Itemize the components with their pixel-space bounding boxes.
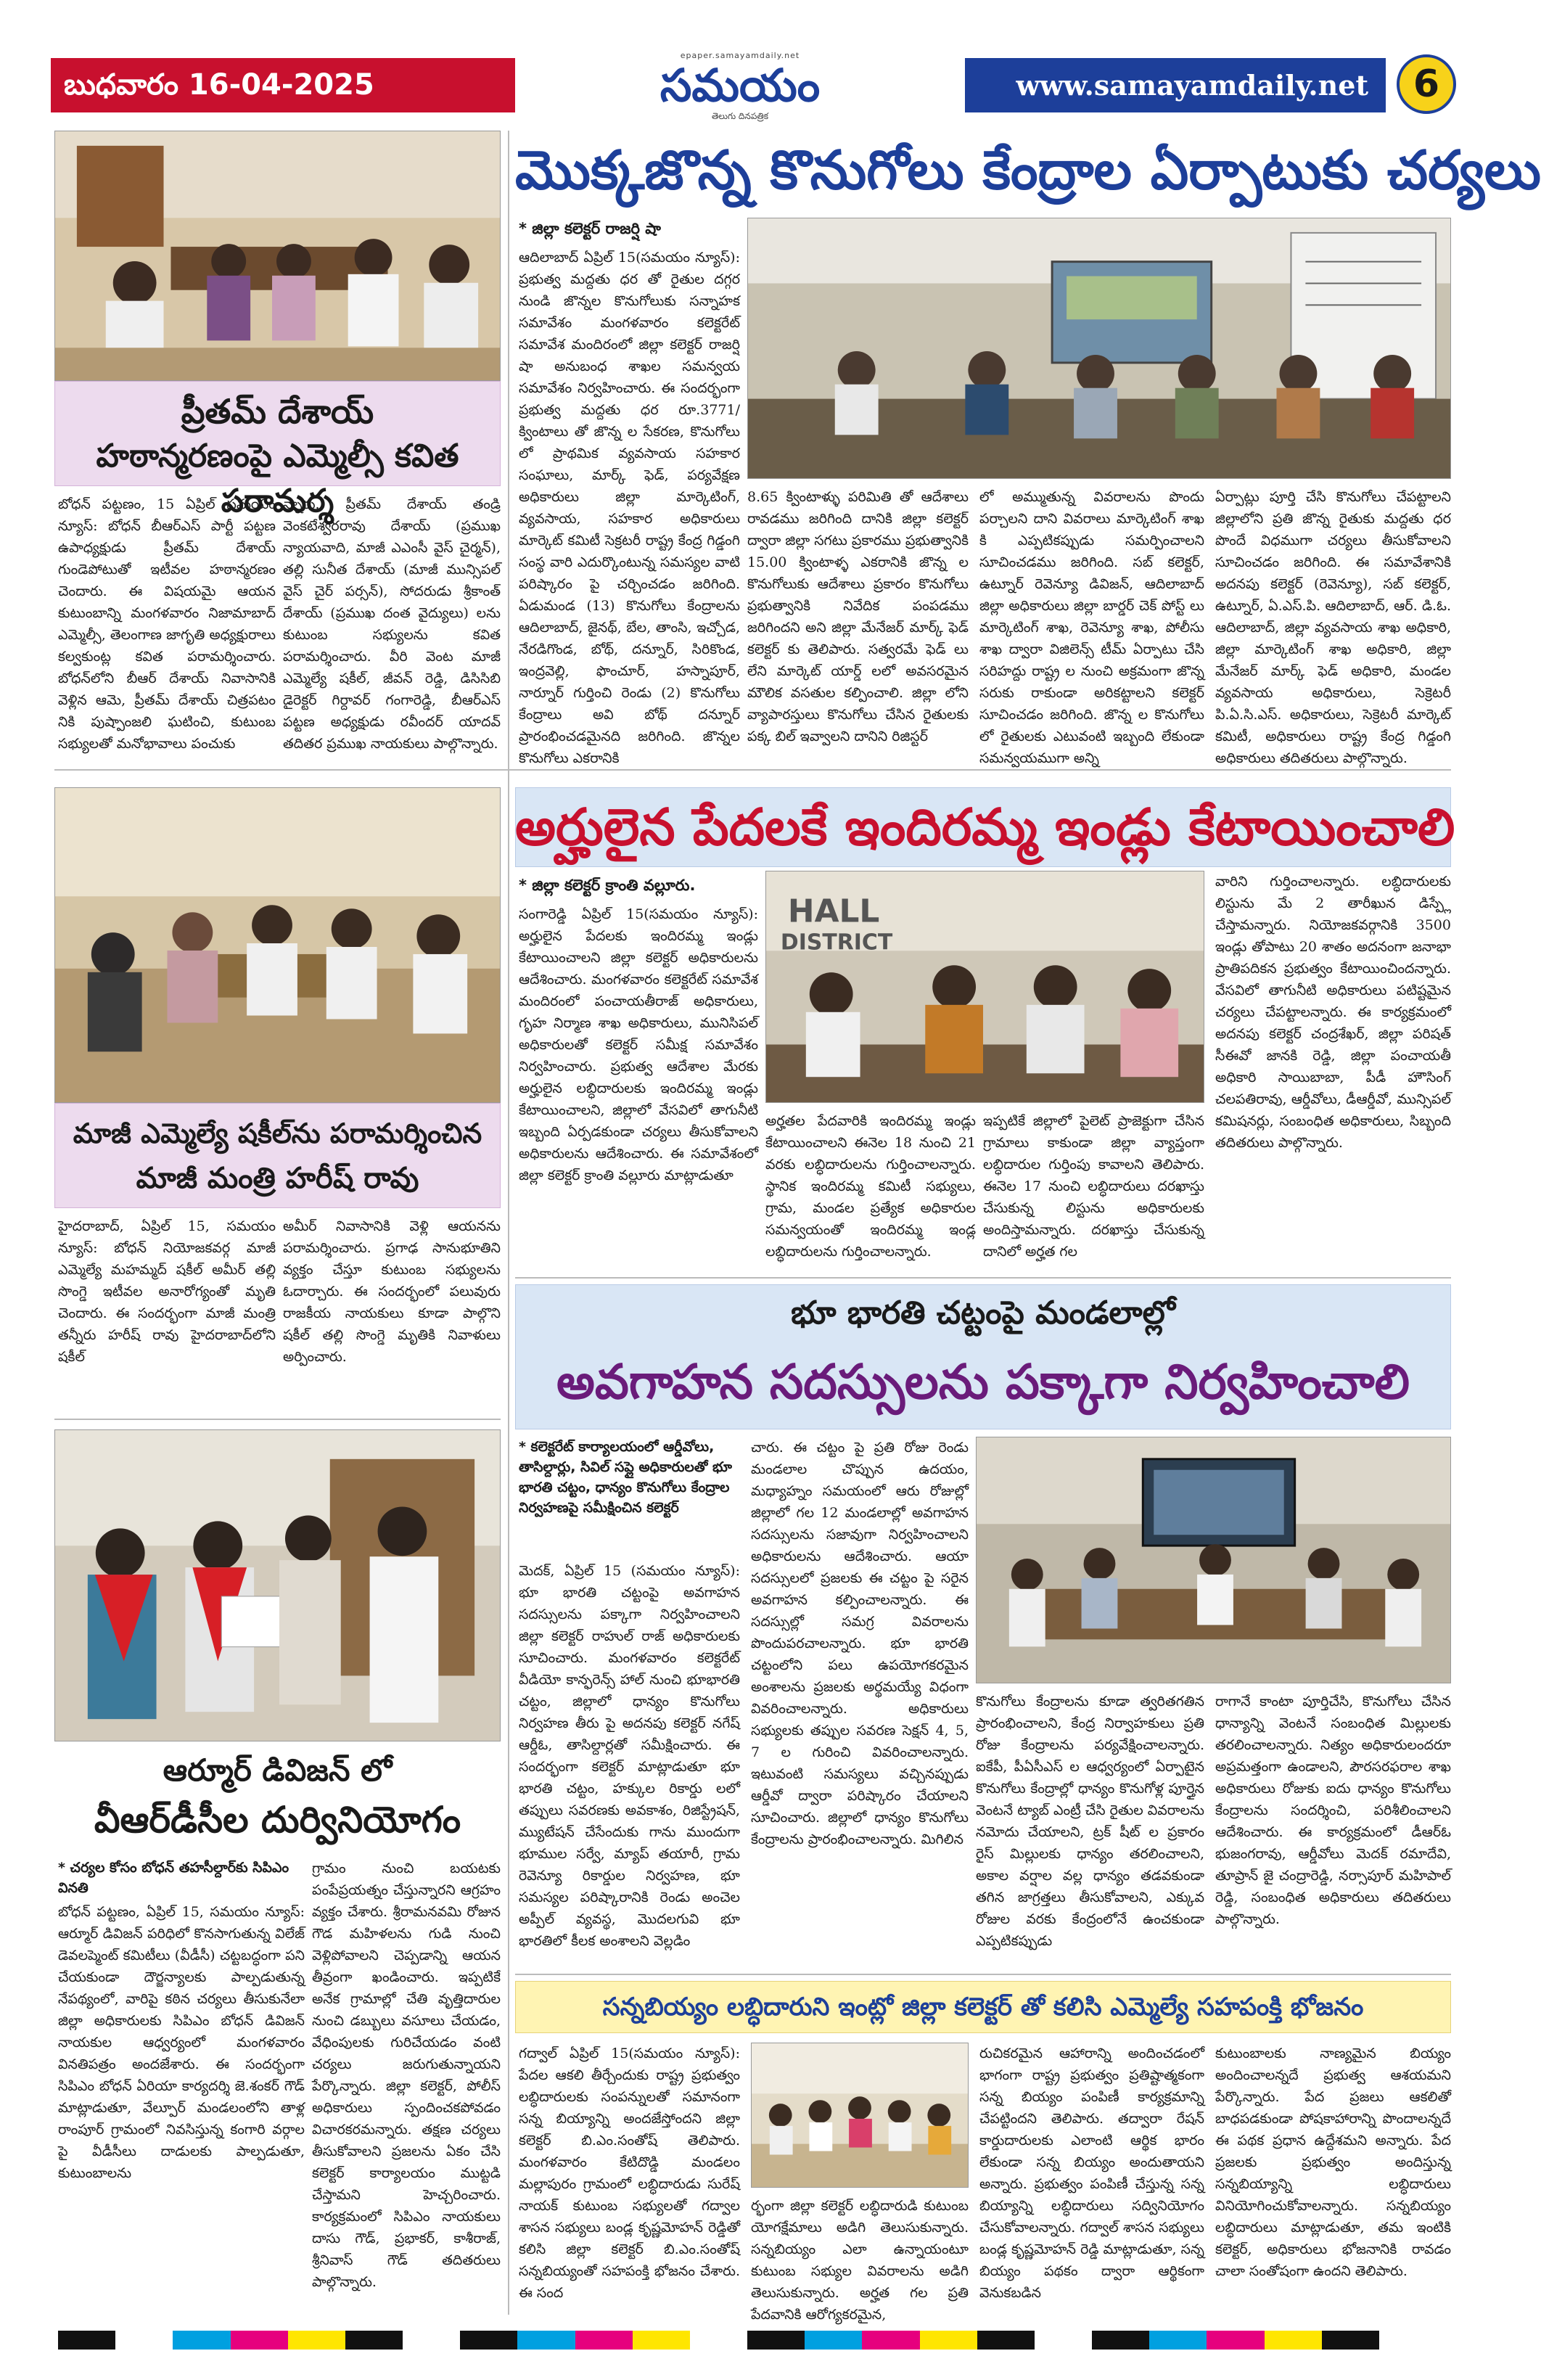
story5-byline: * కలెక్టరేట్ కార్యాలయంలో ఆర్డీవోలు, తాసిల్దార్లు, సివిల్ సప్లై అధికారులతో భూ భారతి చట్టం, ధాన్యం కొనుగోలు కేంద్రాల నిర్వహణపై సమీక్షించిన కలెక్టర్ [519, 1439, 732, 1516]
story4-col2: అమీర్ నివాసానికి వెళ్లి ఆయనను పరామర్శించారు. ప్రగాఢ సానుభూతిని వ్యక్తం చేస్తూ కుటుంబ సభ్యులను ఓదార్చారు. ఈ సందర్భంలో పలువురు రాజకీయ నాయకులు కూడా పాల్గొని షకీల్ తల్లి సొంగ్డె మృతికి నివాళులు అర్పించారు. [283, 1218, 501, 1365]
story6-memorandum-photo [54, 1429, 501, 1741]
story6-headline-box [54, 1745, 501, 1854]
story4-headline-line1: మాజీ ఎమ్మెల్యే షకీల్‌ను పరామర్శించిన [73, 1117, 482, 1149]
story7-col2: ర్భంగా జిల్లా కలెక్టర్ లబ్ధిదారుడి కుటుంబ యోగక్షేమాలు అడిగి తెలుసుకున్నారు. సన్నబియ్యం ఎలా ఉన్నాయంటూ కుటుంబ సభ్యుల వివరాలను అడిగి తెలుసుకున్నారు. అర్హత గల ప్రతి పేదవానికి ఆరోగ్యకరమైన, [751, 2198, 969, 2323]
story5-col4: రాగానే కాంటా పూర్తిచేసి, కొనుగోలు చేసిన ధాన్యాన్ని వెంటనే సంబంధిత మిల్లులకు తరలించాలన్నారు. నిత్యం అధికారులందరూ అప్రమత్తంగా ఉండాలని, పౌరసరఫరాల శాఖ అధికారులు రోజుకు ఐదు ధాన్యం కొనుగోలు కేంద్రాలను సందర్శించి, పరిశీలించాలని ఆదేశించారు. ఈ కార్యక్రమంలో డీఆర్‌ఓ భుజంగరావు, ఆర్డీవోలు మెదక్ రమాదేవి, తూప్రాన్ జై చంద్రారెడ్డి, నర్సాపూర్ మహిపాల్ రెడ్డి, సంబంధిత అధికారులు తదితరులు పాల్గొన్నారు. [1215, 1694, 1451, 1927]
story4-headline-line2: మాజీ మంత్రి హరీష్ రావు [136, 1162, 419, 1195]
newspaper-logo [559, 51, 921, 120]
story5-headline: అవగాహన సదస్సులను పక్కాగా నిర్వహించాలి [556, 1354, 1410, 1410]
story1-byline-wrap [519, 218, 740, 247]
story3-col4: వారిని గుర్తించాలన్నారు. లబ్ధిదారులకు లిస్టును మే 2 తారీఖున డిస్ప్లే చేస్తామన్నారు. నియోజకవర్గానికి 3500 ఇండ్లు తోపాటు 20 శాతం అదనంగా జనాభా ప్రాతిపదికన ప్రభుత్వం కేటాయించిందన్నారు. వేసవిలో తాగునీటి అధికారులు పటిష్టమైన చర్యలు చేపట్టాలన్నారు. ఈ కార్యక్రమంలో అదనపు కలెక్టర్ చంద్రశేఖర్, జిల్లా పరిషత్ సీఈవో జానకి రెడ్డి, జిల్లా పంచాయతీ అధికారి సాయిబాబా, పీడీ హౌసింగ్ చలపతిరావు, ఆర్డీవోలు, డీఆర్డీవో, మున్సిపల్ కమిషనర్లు, సంబంధిత అధికారులు, సిబ్బంది తదితరులు పాల్గొన్నారు. [1215, 874, 1451, 1151]
story3-col3: ఇప్పటికే జిల్లాలో పైలెట్ ప్రాజెక్టుగా చేసిన గ్రామాలు కాకుండా జిల్లా వ్యాప్తంగా లబ్ధిదారుల గుర్తింపు కావాలని తెలిపారు. ఈనెల 17 నుంచి లబ్ధిదారులు దరఖాస్తు చేసుకున్న లిస్టును అధికారులకు అందిస్తామన్నారు. దరఖాస్తు చేసుకున్న దానిలో అర్హత గల [983, 1113, 1204, 1260]
story5-col1: మెదక్, ఏప్రిల్ 15 (సమయం న్యూస్): భూ భారతి చట్టంపై అవగాహన సదస్సులను పక్కాగా నిర్వహించాలని జిల్లా కలెక్టర్ రాహుల్ రాజ్ అధికారులకు సూచించారు. మంగళవారం కలెక్టరేట్ వీడియో కాన్ఫరెన్స్ హాల్ నుంచి భూభారతి చట్టం, జిల్లాలో ధాన్యం కొనుగోలు నిర్వహణ తీరు పై అదనపు కలెక్టర్ నగేష్ ఆర్డీఓ, తాసిల్దార్లతో సమీక్షించారు. ఈ సందర్భంగా కలెక్టర్ మాట్లాడుతూ భూ భారతి చట్టం, హక్కుల రికార్డు లలో తప్పులు సవరణకు అవకాశం, రిజిస్ట్రేషన్, మ్యుటేషన్ చేసేందుకు గాను ముందుగా భూముల సర్వే, మ్యాప్ తయారీ, గ్రామ రెవెన్యూ రికార్డుల నిర్వహణ, భూ సమస్యల పరిష్కారానికి రెండు అంచెల అప్పీల్ వ్యవస్థ, మొదలగువి భూ భారతిలో కీలక అంశాలని వెల్లడిం [519, 1563, 740, 1949]
story3-review-meeting-photo [765, 871, 1204, 1103]
story7-col4: కుటుంబాలకు నాణ్యమైన బియ్యం అందించాలన్నదే ప్రభుత్వ ఆశయమని పేర్కొన్నారు. పేద ప్రజలు ఆకలితో బాధపడకుండా పోషకాహారాన్ని పొందాలన్నదే ఈ పథక ప్రధాన ఉద్దేశమని అన్నారు. పేద ప్రజలకు ప్రభుత్వం అందిస్తున్న సన్నబియ్యాన్ని లబ్ధిదారులు వినియోగించుకోవాలన్నారు. సన్నబియ్యం లబ్ధిదారులు మాట్లాడుతూ, తమ ఇంటికి కలెక్టర్, అధికారులు భోజనానికి రావడం చాలా సంతోషంగా ఉందని తెలిపారు. [1215, 2045, 1451, 2279]
story7-headline: సన్నబియ్యం లబ్ధిదారుని ఇంట్లో జిల్లా కలెక్టర్ తో కలిసి ఎమ్మెల్యే సహపంక్తి భోజనం [602, 1993, 1364, 2022]
logo-wordmark: సమయం [659, 59, 821, 112]
logo-epaper-url: epaper.samayamdaily.net [680, 51, 800, 60]
story2-headline-line2: హఠాన్మరణంపై ఎమ్మెల్సీ కవిత పరామర్శ [96, 438, 459, 520]
logo-tagline: తెలుగు దినపత్రిక [711, 111, 769, 121]
story1-col4: ఏర్పాట్లు పూర్తి చేసి కొనుగోలు చేపట్టాలని జిల్లాలోని ప్రతి జొన్న రైతుకు మద్దతు ధర పొందే విధముగా చర్యలు తీసుకోవాలని సూచించడం జరిగింది. ఈ సమావేశానికి అదనపు కలెక్టర్ (రెవెన్యూ), సబ్ కలెక్టర్, ఉట్నూర్, ఏ.ఎస్.పి. ఆదిలాబాద్, ఆర్. డి.ఓ. ఆదిలాబాద్, జిల్లా వ్యవసాయ శాఖ అధికారి, జిల్లా మార్కెటింగ్ శాఖ అధికారి, జిల్లా మేనేజర్ మార్క్ ఫెడ్ అధికారి, మండల వ్యవసాయ అధికారులు, సెక్రెటరీ పి.ఏ.సి.ఎస్. అధికారులు, సెక్రెటరీ మార్కెట్ కమిటీ, అధికారులు రాష్ట్ర కేంద్ర గిడ్డంగి అధికారులు తదితరులు పాల్గొన్నారు. [1215, 489, 1451, 766]
story3-byline: * జిల్లా కలెక్టర్ క్రాంతి వల్లూరు. [519, 877, 696, 894]
story5-video-conference-photo [976, 1437, 1451, 1683]
story3-headline: అర్హులైన పేదలకే ఇందిరమ్మ ఇండ్లు కేటాయించాలి [515, 797, 1455, 857]
svg-text:HALL: HALL [787, 892, 880, 930]
svg-text:DISTRICT: DISTRICT [780, 930, 893, 956]
story6-col1: బోధన్ పట్టణం, ఏప్రిల్ 15, సమయం న్యూస్: ఆర్మూర్ డివిజన్ పరిధిలో కొనసాగుతున్న విలేజ్ డెవలప్మెంట్ కమిటీలు (వీడీసీ) చట్టబద్ధంగా పని చేయకుండా దౌర్జన్యాలకు పాల్పడుతున్న నేపథ్యంలో, వారిపై కఠిన చర్యలు తీసుకునేలా జిల్లా అధికారులకు సిపిఎం బోధన్ డివిజన్ నాయకుల ఆధ్వర్యంలో మంగళవారం వినతిపత్రం అందజేశారు. ఈ సందర్భంగా సిపిఎం బోధన్ ఏరియా కార్యదర్శి జె.శంకర్ గౌడ్ మాట్లాడుతూ, వేల్పూర్ మండలంలోని తాళ్ల రాంపూర్ గ్రామంలో నివసిస్తున్న కంగారి వర్గాల పై వీడీసీలు దాడులకు పాల్పడుతూ, కుటుంబాలను [58, 1904, 305, 2181]
page-number-badge: 6 [1397, 54, 1456, 114]
story4-col1: హైదరాబాద్, ఏప్రిల్ 15, సమయం న్యూస్: బోధన్ నియోజకవర్గ మాజీ ఎమ్మెల్యే మహమ్మద్ షకీల్ అమీర్ తల్లి సొంగ్డె ఇటీవల అనారోగ్యంతో మృతి చెందారు. ఈ సందర్భంగా మాజీ మంత్రి తన్నీరు హరీష్ రావు హైదరాబాద్‌లోని షకీల్ [58, 1218, 276, 1365]
story3-col1: సంగారెడ్డి ఏప్రిల్ 15(సమయం న్యూస్): అర్హులైన పేదలకు ఇందిరమ్మ ఇండ్లు కేటాయించాలని జిల్లా కలెక్టర్ అధికారులను ఆదేశించారు. మంగళవారం కలెక్టరేట్ సమావేశ మందిరంలో పంచాయతీరాజ్ అధికారులు, గృహ నిర్మాణ శాఖ అధికారులు, మునిసిపల్ అధికారులతో కలెక్టర్ సమీక్ష సమావేశం నిర్వహించారు. ప్రభుత్వ ఆదేశాల మేరకు అర్హులైన లబ్ధిదారులకు ఇందిరమ్మ ఇండ్లు కేటాయించాలని, జిల్లాలో వేసవిలో తాగునీటి ఇబ్బంది ఏర్పడకుండా చర్యలు తీసుకోవాలని అధికారులను ఆదేశించారు. ఈ సమావేశంలో జిల్లా కలెక్టర్ క్రాంతి వల్లూరు మాట్లాడుతూ [519, 906, 758, 1183]
print-color-bar [58, 2331, 1437, 2350]
story1-col3: లో అమ్ముతున్న వివరాలను పొందు పర్చాలని దాని వివరాలు మార్కెటింగ్ శాఖ కి ఎప్పటికప్పుడు సమర్పించాలని సూచించడము జరిగింది. సబ్ కలెక్టర్, ఉట్నూర్ రెవెన్యూ డివిజన్, ఆదిలాబాద్ జిల్లా అధికారులు జిల్లా బార్డర్ చెక్ పోస్ట్ లు మార్కెటింగ్ శాఖ, రెవెన్యూ శాఖ, పోలీసు శాఖ ద్వారా విజిలెన్స్ టీమ్ ఏర్పాటు చేసి సరిహద్దు రాష్ట్ర ల నుంచి అక్రమంగా జొన్న సరుకు రాకుండా అరికట్టాలని కలెక్టర్ సూచించడం జరిగింది. జొన్న ల కొనుగోలు లో రైతులకు ఎటువంటి ఇబ్బంది లేకుండా సమన్వయముగా అన్ని [979, 489, 1204, 766]
story5-byline-wrap [519, 1437, 740, 1560]
story5-col2: చారు. ఈ చట్టం పై ప్రతి రోజు రెండు మండలాల చొప్పున ఉదయం, మధ్యాహ్నం సమయంలో ఆరు రోజుల్లో జిల్లాలో గల 12 మండలాల్లో అవగాహన సదస్సులను సజావుగా నిర్వహించాలని అధికారులను ఆదేశించారు. ఆయా సదస్సులలో ప్రజలకు ఈ చట్టం పై సరైన అవగాహన కల్పించాలన్నారు. ఈ సదస్సుల్లో సమగ్ర వివరాలను పొందుపరచాలన్నారు. భూ భారతి చట్టంలోని పలు ఉపయోగకరమైన అంశాలను ప్రజలకు అర్థమయ్యే విధంగా వివరించాలన్నారు. అధికారులు సభ్యులకు తప్పుల సవరణ సెక్షన్ 4, 5, 7 ల గురించి వివరించాలన్నారు. ఇటువంటి సమస్యలు వచ్చినప్పుడు ఆర్డీవో ద్వారా పరిష్కారం చేయాలని సూచించారు. జిల్లాలో ధాన్యం కొనుగోలు కేంద్రాలను ప్రారంభించాలన్నారు. మిగిలిన [751, 1440, 969, 1847]
story6-col2: గ్రామం నుంచి బయటకు పంపేప్రయత్నం చేస్తున్నారని ఆగ్రహం వ్యక్తం చేశారు. శ్రీరామనవమి రోజున గౌడ మహిళలను గుడి నుంచి వెళ్లిపోవాలని చెప్పడాన్ని ఆయన తీవ్రంగా ఖండించారు. ఇప్పటికే అనేక గ్రామాల్లో చేతి వృత్తిదారుల నుంచి డబ్బులు వసూలు చేయడం, వేధింపులకు గురిచేయడం వంటి చర్యలు జరుగుతున్నాయని పేర్కొన్నారు. జిల్లా కలెక్టర్, పోలీస్ అధికారులు స్పందించకపోవడం విచారకరమన్నారు. తక్షణ చర్యలు తీసుకోవాలని ప్రజలను ఏకం చేసి కలెక్టర్ కార్యాలయం ముట్టడి చేస్తామని హెచ్చరించారు. కార్యక్రమంలో సిపిఎం నాయకులు దాసు గౌడ్, ప్రభాకర్, కాశీరాజ్, శ్రీనివాస్ గౌడ్ తదితరులు పాల్గొన్నారు. [312, 1860, 501, 2290]
story4-headline-box [54, 1103, 501, 1208]
section-divider-1 [54, 769, 1451, 771]
story2-headline-line1: ప్రీతమ్ దేశాయ్ [181, 392, 374, 431]
story6-headline-line1: ఆర్మూర్ డివిజన్ లో [163, 1752, 393, 1788]
story5-kicker: భూ భారతి చట్టంపై మండలాల్లో [791, 1294, 1175, 1331]
story3-byline-wrap [519, 874, 758, 903]
story6-byline: * చర్యల కోసం బోధన్ తహసీల్దార్‌కు సిపిఎం వినతి [58, 1860, 289, 1896]
story1-byline: * జిల్లా కలెక్టర్ రాజర్షి షా [519, 220, 661, 237]
column-divider [508, 131, 509, 2315]
story2-condolence-photo [54, 131, 501, 381]
story6-byline-wrap [58, 1858, 305, 1901]
story1-meeting-photo [747, 218, 1451, 479]
story2-col1: బోధన్ పట్టణం, 15 ఏప్రిల్ సమయం న్యూస్: బోధన్ బీఆర్ఎస్ పార్టీ పట్టణ ఉపాధ్యక్షుడు ప్రీతమ్ దేశాయ్ గుండెపోటుతో ఇటీవల హఠాన్మరణం చెందారు. ఈ విషయమై ఆయన కుటుంబాన్ని మంగళవారం నిజామాబాద్ ఎమ్మెల్సీ, తెలంగాణ జాగృతి అధ్యక్షురాలు కల్వకుంట్ల కవిత పరామర్శించారు. బోధన్‌లోని బీఆర్ దేశాయ్ నివాసానికి వెళ్లిన ఆమె, ప్రీతమ్ దేశాయ్ చిత్రపటం నికి పుష్పాంజలి ఘటించి, కుటుంబ సభ్యులతో మనోభావాలు పంచుకు [58, 496, 276, 752]
story1-headline: మొక్కజొన్న కొనుగోలు కేంద్రాల ఏర్పాటుకు చర్యలు [515, 139, 1541, 202]
story4-visit-photo [54, 787, 501, 1103]
story2-headline-box [54, 381, 501, 520]
section-divider-4 [515, 1974, 1451, 1975]
story1-col1: ఆదిలాబాద్ ఏప్రిల్ 15(సమయం న్యూస్): ప్రభుత్వ మద్దతు ధర తో రైతుల దగ్గర నుండి జొన్నల కొనుగోలుకు సన్నాహక సమావేశం మంగళవారం కలెక్టరేట్ సమావేశ మందిరంలో జిల్లా కలెక్టర్ రాజర్షి షా అనుబంధ శాఖల సమన్వయ సమావేశం నిర్వహించారు. ఈ సందర్భంగా ప్రభుత్వ మద్దతు ధర రూ.3771/ క్వింటాలు తో జొన్న ల సేకరణ, కొనుగోలు లో ప్రాథమిక వ్యవసాయ సహకార సంఘాలు, మార్క్ ఫెడ్, పర్యవేక్షణ అధికారులు జిల్లా మార్కెటింగ్, వ్యవసాయ, సహకార అధికారులు మార్కెట్ కమిటీ సెక్రటరీ రాష్ట్ర కేంద్ర గిడ్డంగి సంస్థ వారి ఎదుర్కొంటున్న సమస్యల వాటి పరిష్కారం పై చర్చించడం జరిగింది. ఏడుమండ (13) కొనుగోలు కేంద్రాలను ఆదిలాబాద్, జైనథ్, బేల, తాంసి, ఇచ్చోడ, నేరడిగొండ, బోథ్, దన్నూర్, సిరికొండ, ఇంద్రవెల్లి, ఫొంచూర్, హస్నాపూర్, నార్నూర్ గుర్తించి రెండు (2) కొనుగోలు కేంద్రాలు అవి బోథ్ దన్నూర్ ప్రారంభించడమైనది జరిగింది. జొన్నల కొనుగోలు ఎకరానికి [519, 250, 740, 766]
website-url[interactable]: www.samayamdaily.net [965, 58, 1386, 112]
issue-date: బుధవారం 16-04-2025 [51, 58, 515, 112]
story6-headline-line2: వీఆర్‌డీసీల దుర్వినియోగం [94, 1799, 461, 1841]
story2-col2: న్నారు. ప్రీతమ్ దేశాయ్ తండ్రి వెంకటేశ్వరరావు దేశాయ్ (ప్రముఖ న్యాయవాది, మాజీ ఎఎంసీ వైస్ చైర్మన్), తల్లి సునీత దేశాయ్ (మాజీ మున్సిపల్ వైస్ చైర్ పర్సన్), సోదరుడు శ్రీకాంత్ దేశాయ్ (ప్రముఖ దంత వైద్యులు) లను కుటుంబ సభ్యులను కవిత పరామర్శించారు. వీరి వెంట మాజీ ఎమ్మెల్యే షకీల్, జీవన్ రెడ్డి, డిసిసిబి డైరెక్టర్ గిర్దావర్ గంగారెడ్డి, బీఆర్ఎస్ పట్టణ అధ్యక్షుడు రవీందర్ యాదవ్ తదితర ప్రముఖ నాయకులు పాల్గొన్నారు. [283, 496, 501, 752]
story7-lunch-photo [751, 2043, 969, 2188]
story1-col2: 8.65 క్వింటాళ్ళు పరిమితి తో ఆదేశాలు రావడము జరిగింది దానికి జిల్లా కలెక్టర్ ద్వారా జిల్లా సగటు ప్రకారము ప్రభుత్వానికి 15.00 క్వింటాళ్ళ ఎకరానికి జొన్న ల కొనుగోలుకు ఆదేశాలు ప్రకారం కొనుగోలు ప్రభుత్వానికి నివేదిక పంపడము జరిగిందని అని జిల్లా మేనేజర్ మార్క్ ఫెడ్ కలెక్టర్ కు తెలిపారు. సత్వరమే ఫెడ్ లు లేని మార్కెట్ యార్డ్ లలో అవసరమైన మౌలిక వసతుల కల్పించాలి. జిల్లా లోని వ్యాపారస్తులు కొనుగోలు చేసిన రైతులకు పక్క బిల్ ఇవ్వాలని దానిని రిజిస్టర్ [747, 489, 969, 744]
masthead [51, 51, 1451, 120]
section-divider-2 [515, 1277, 1451, 1279]
story5-col3: కొనుగోలు కేంద్రాలను కూడా త్వరితగతిన ప్రారంభించాలని, కేంద్ర నిర్వాహకులు ప్రతి రోజు కేంద్రాలను పర్యవేక్షించాలన్నారు. ఐకేపీ, పీఏసీఎస్ ల ఆధ్వర్యంలో ఏర్పాటైన కొనుగోలు కేంద్రాల్లో ధాన్యం కొనుగోళ్ల పూర్తైన వెంటనే ట్యాబ్ ఎంట్రీ చేసి రైతుల వివరాలను నమోదు చేయాలని, ట్రక్ షీట్ ల ప్రకారం రైస్ మిల్లులకు ధాన్యం తరలించాలని, అకాల వర్షాల వల్ల ధాన్యం తడవకుండా తగిన జాగ్రత్తలు తీసుకోవాలని, ఎక్కువ రోజుల వరకు కేంద్రంలోనే ఉంచకుండా ఎప్పటికప్పుడు [976, 1694, 1204, 1949]
story7-col3: రుచికరమైన ఆహారాన్ని అందించడంలో భాగంగా రాష్ట్ర ప్రభుత్వం ప్రతిష్టాత్మకంగా సన్న బియ్యం పంపిణీ కార్యక్రమాన్ని చేపట్టిందని తెలిపారు. తద్వారా రేషన్ కార్డుదారులకు ఎలాంటి ఆర్థిక భారం లేకుండా సన్న బియ్యం అందుతాయని అన్నారు. ప్రభుత్వం పంపిణీ చేస్తున్న సన్న బియ్యాన్ని లబ్ధిదారులు సద్వినియోగం చేసుకోవాలన్నారు. గద్వాల్ శాసన సభ్యులు బండ్ల కృష్ణమోహన్ రెడ్డి మాట్లాడుతూ, సన్న బియ్యం పథకం ద్వారా ఆర్థికంగా వెనుకబడిన [979, 2045, 1204, 2301]
story3-col2: అర్హతల పేదవారికి ఇందిరమ్మ ఇండ్లు కేటాయించాలని ఈనెల 18 నుంచి 21 వరకు లబ్ధిదారులను గుర్తించాలన్నారు. స్థానిక ఇందిరమ్మ కమిటీ సభ్యులు, గ్రామ, మండల ప్రత్యేక అధికారుల సమన్వయంతో ఇందిరమ్మ ఇండ్ల లబ్ధిదారులను గుర్తించాలన్నారు. [765, 1113, 976, 1260]
section-divider-3 [54, 1419, 501, 1420]
story7-col1: గద్వాల్ ఏప్రిల్ 15(సమయం న్యూస్): పేదల ఆకలి తీర్చేందుకు రాష్ట్ర ప్రభుత్వం లబ్ధిదారులకు సంపన్నులతో సమానంగా సన్న బియ్యాన్ని అందజేస్తోందని జిల్లా కలెక్టర్ బి.ఎం.సంతోష్ తెలిపారు. మంగళవారం కేటిదొడ్డి మండలం మల్లాపురం గ్రామంలో లబ్ధిదారుడు సురేష్ నాయక్ కుటుంబ సభ్యులతో గద్వాల శాసన సభ్యులు బండ్ల కృష్ణమోహన్ రెడ్డితో కలిసి జిల్లా కలెక్టర్ బి.ఎం.సంతోష్ సన్నబియ్యంతో సహపంక్తి భోజనం చేశారు. ఈ సంద [519, 2045, 740, 2301]
